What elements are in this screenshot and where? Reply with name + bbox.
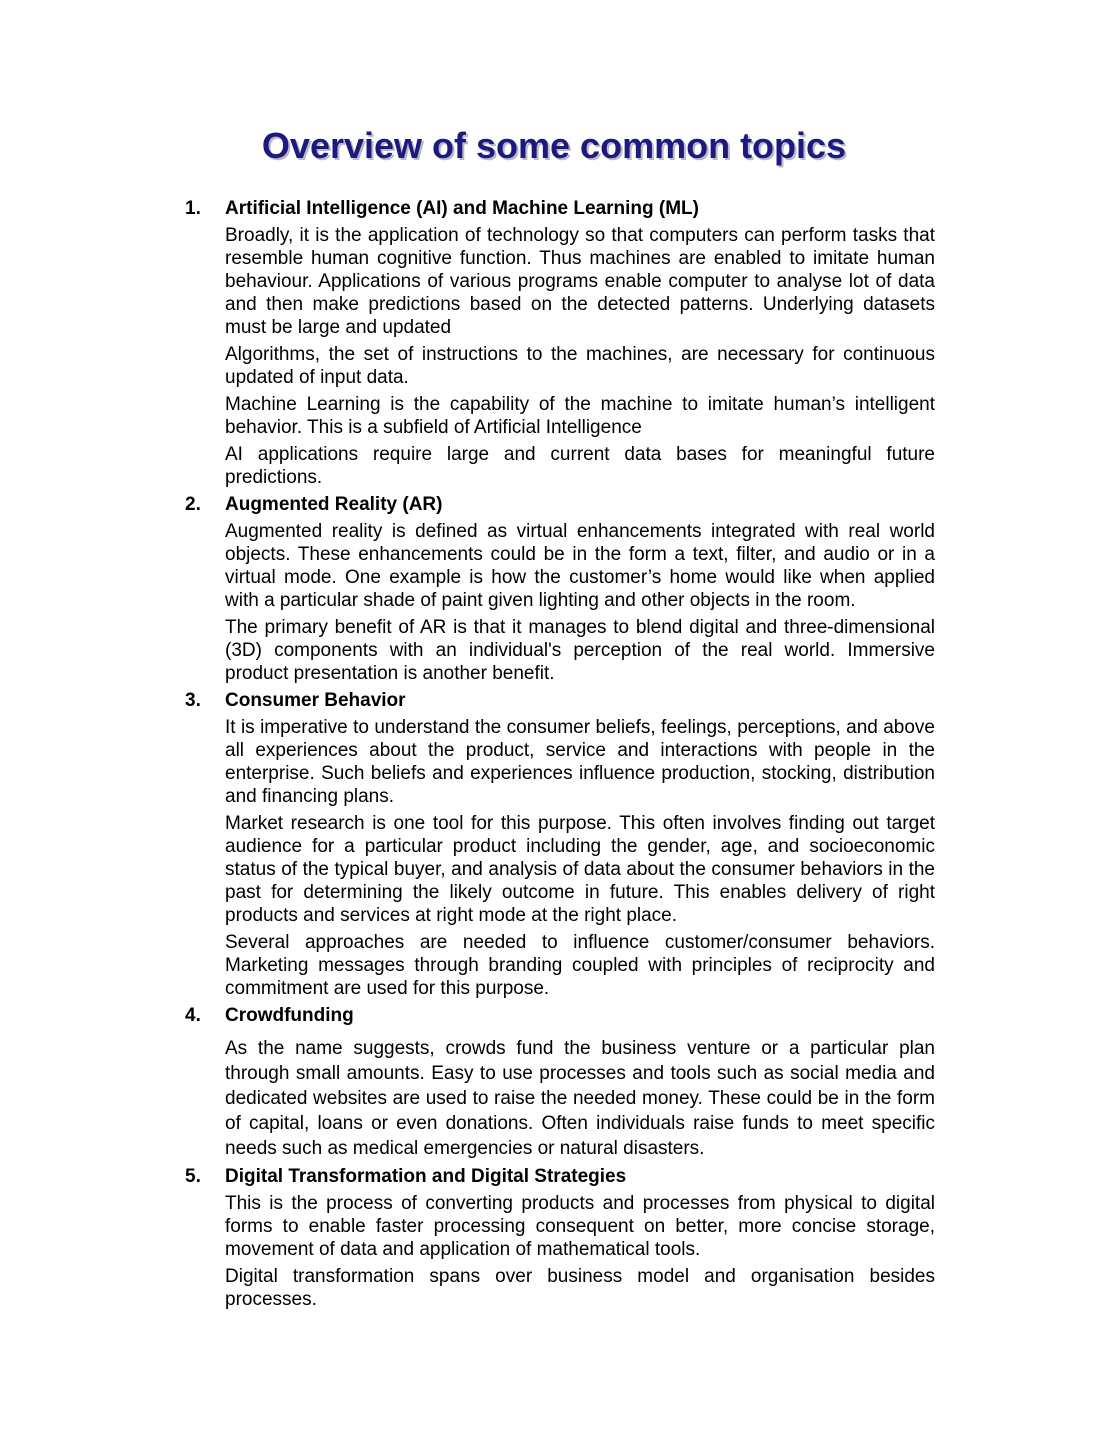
- topic-list: [185, 197, 935, 1315]
- topic-heading: [185, 1004, 935, 1036]
- topic-item-digital-transformation: [185, 1165, 935, 1311]
- topic-title: Consumer Behavior: [225, 690, 406, 711]
- topic-paragraph: It is imperative to understand the consumer beliefs, feelings, perceptions, and above all experiences about the product, service and interactions with people in the enterprise. Such beliefs and experiences influence production, stocking, distribution and financing plans.: [225, 717, 935, 807]
- topic-item-ar: [185, 493, 935, 685]
- topic-number: 1.: [185, 198, 201, 219]
- topic-heading: [185, 1165, 935, 1192]
- topic-paragraph: Broadly, it is the application of technology so that computers can perform tasks that resemble human cognitive function. Thus machines are enabled to imitate human behaviour. Applications of various programs enable computer to analyse lot of data and then make predictions based on the detected patterns. Underlying datasets must be large and updated: [225, 225, 935, 338]
- topic-paragraph: Digital transformation spans over business model and organisation besides processes.: [225, 1266, 935, 1310]
- topic-item-consumer-behavior: [185, 689, 935, 1000]
- topic-title: Digital Transformation and Digital Strategies: [225, 1166, 627, 1187]
- topic-paragraph: The primary benefit of AR is that it manages to blend digital and three-dimensional (3D) components with an individual's perception of the real world. Immersive product presentation is another benefit.: [225, 617, 935, 684]
- topic-heading: [185, 197, 935, 224]
- topic-number: 3.: [185, 690, 201, 711]
- page-title: Overview of some common topics: [261, 125, 847, 166]
- topic-title: Augmented Reality (AR): [225, 494, 443, 515]
- topic-paragraph: Machine Learning is the capability of the machine to imitate human’s intelligent behavior. This is a subfield of Artificial Intelligence: [225, 394, 935, 438]
- topic-paragraph: Several approaches are needed to influence customer/consumer behaviors. Marketing messages through branding coupled with principles of reciprocity and commitment are used for this purpose.: [225, 932, 935, 999]
- topic-paragraph: As the name suggests, crowds fund the business venture or a particular plan through small amounts. Easy to use processes and tools such as social media and dedicated websites are used to raise the needed money. These could be in the form of capital, loans or even donations. Often individuals raise funds to meet specific needs such as medical emergencies or natural disasters.: [225, 1038, 935, 1159]
- topic-paragraph: Algorithms, the set of instructions to the machines, are necessary for continuous updated of input data.: [225, 344, 935, 388]
- topic-item-crowdfunding: [185, 1004, 935, 1161]
- topic-number: 5.: [185, 1166, 201, 1187]
- topic-paragraph: Market research is one tool for this purpose. This often involves finding out target audience for a particular product including the gender, age, and socioeconomic status of the typical buyer, and analysis of data about the consumer behaviors in the past for determining the likely outcome in future. This enables delivery of right products and services at right mode at the right place.: [225, 813, 935, 926]
- topic-number: 4.: [185, 1005, 201, 1026]
- topic-heading: [185, 493, 935, 520]
- topic-heading: [185, 689, 935, 716]
- topic-paragraph: AI applications require large and current data bases for meaningful future predictions.: [225, 444, 935, 488]
- topic-paragraph: This is the process of converting products and processes from physical to digital forms to enable faster processing consequent on better, more concise storage, movement of data and application of mathematical tools.: [225, 1193, 935, 1260]
- topic-item-ai-ml: [185, 197, 935, 489]
- topic-number: 2.: [185, 494, 201, 515]
- topic-title: Artificial Intelligence (AI) and Machine Learning (ML): [225, 198, 699, 219]
- topic-title: Crowdfunding: [225, 1005, 354, 1026]
- topic-paragraph: Augmented reality is defined as virtual enhancements integrated with real world objects. These enhancements could be in the form a text, filter, and audio or in a virtual mode. One example is how the customer’s home would like when applied with a particular shade of paint given lighting and other objects in the room.: [225, 521, 935, 611]
